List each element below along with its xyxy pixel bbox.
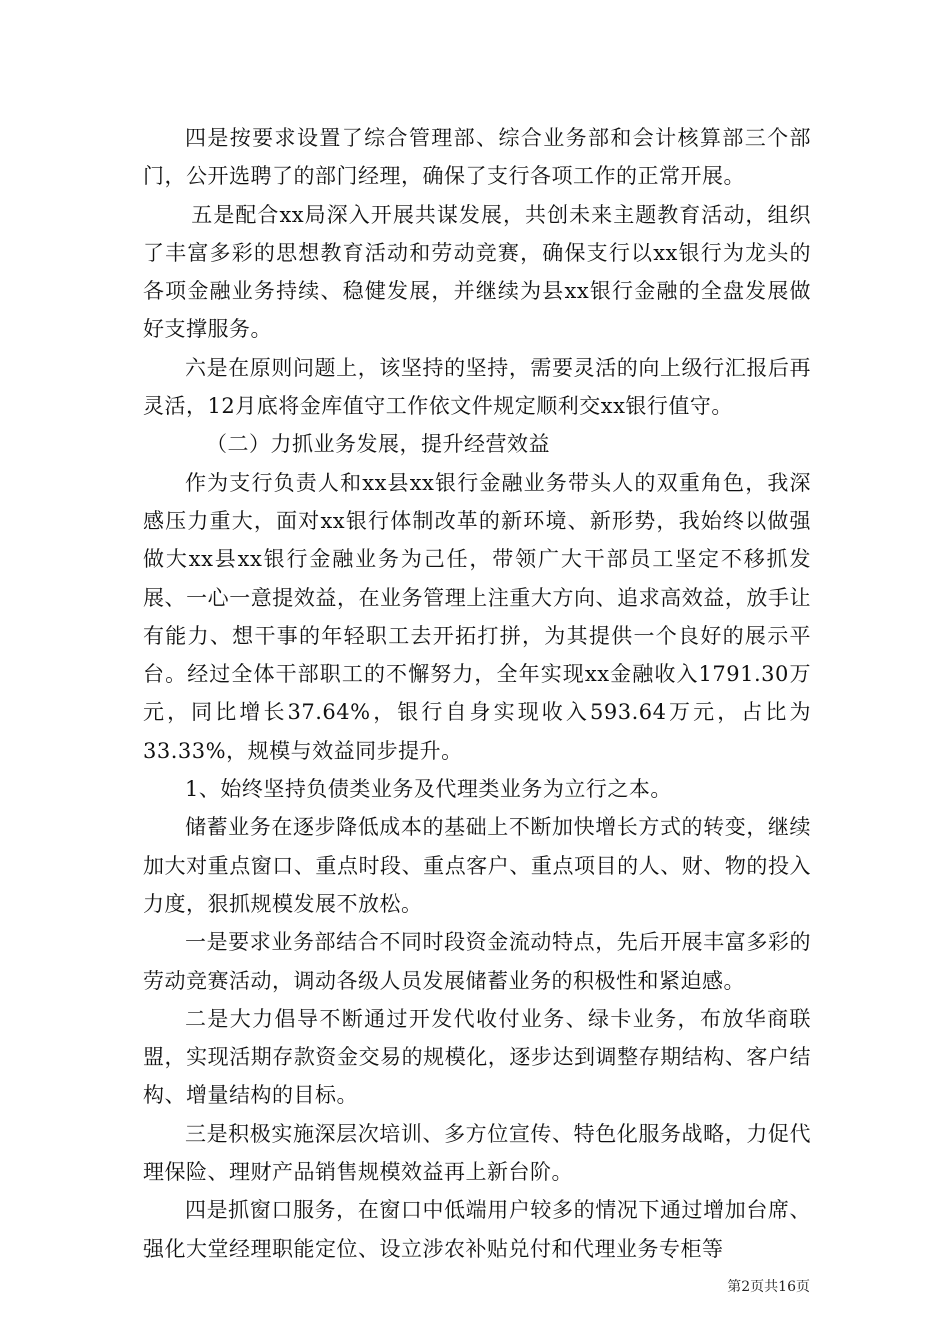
paragraph-training-strategy: 三是积极实施深层次培训、多方位宣传、特色化服务战略，力促代理保险、理财产品销售规模效益再上新台阶。 [143,1121,811,1185]
paragraph-principle-issues: 六是在原则问题上，该坚持的坚持，需要灵活的向上级行汇报后再灵活，12月底将金库值守工作依文件规定顺利交xx银行值守。 [143,355,811,419]
paragraph-labor-competition: 一是要求业务部结合不同时段资金流动特点，先后开展丰富多彩的劳动竞赛活动，调动各级人员发展储蓄业务的积极性和紧迫感。 [143,930,811,993]
paragraph-collection-payment: 二是大力倡导不断通过开发代收付业务、绿卡业务，布放华商联盟，实现活期存款资金交易的规模化，逐步达到调整存期结构、客户结构、增量结构的目标。 [143,1006,811,1108]
subheading-liability-business: 1、始终坚持负债类业务及代理类业务为立行之本。 [185,777,672,802]
page-number-footer: 第2页共16页 [727,1279,810,1295]
paragraph-savings-business: 储蓄业务在逐步降低成本的基础上不断加快增长方式的转变，继续加大对重点窗口、重点时段、重点客户、重点项目的人、财、物的投入力度，狠抓规模发展不放松。 [143,815,811,916]
paragraph-education-activities: 五是配合xx局深入开展共谋发展，共创未来主题教育活动，组织了丰富多彩的思想教育活动和劳动竞赛，确保支行以xx银行为龙头的各项金融业务持续、稳健发展，并继续为县xx银行金融的全盘发展做好支撑服务。 [143,202,811,342]
section-heading-business-development: （二）力抓业务发展，提升经营效益 [206,432,550,457]
paragraph-business-summary: 作为支行负责人和xx县xx银行金融业务带头人的双重角色，我深感压力重大，面对xx银行体制改革的新环境、新形势，我始终以做强做大xx县xx银行金融业务为己任，带领广大干部员工坚定不移抓发展、一心一意提效益，在业务管理上注重大方向、追求高效益，放手让有能力、想干事的年轻职工去开拓打拼，为其提供一个良好的展示平台。经过全体干部职工的不懈努力，全年实现xx金融收入1791.30万元，同比增长37.64%，银行自身实现收入593.64万元，占比为33.33%，规模与效益同步提升。 [143,470,811,763]
paragraph-window-service: 四是抓窗口服务，在窗口中低端用户较多的情况下通过增加台席、强化大堂经理职能定位、设立涉农补贴兑付和代理业务专柜等 [143,1198,811,1261]
paragraph-dept-setup: 四是按要求设置了综合管理部、综合业务部和会计核算部三个部门，公开选聘了的部门经理，确保了支行各项工作的正常开展。 [143,126,811,189]
document-body [143,119,811,1268]
